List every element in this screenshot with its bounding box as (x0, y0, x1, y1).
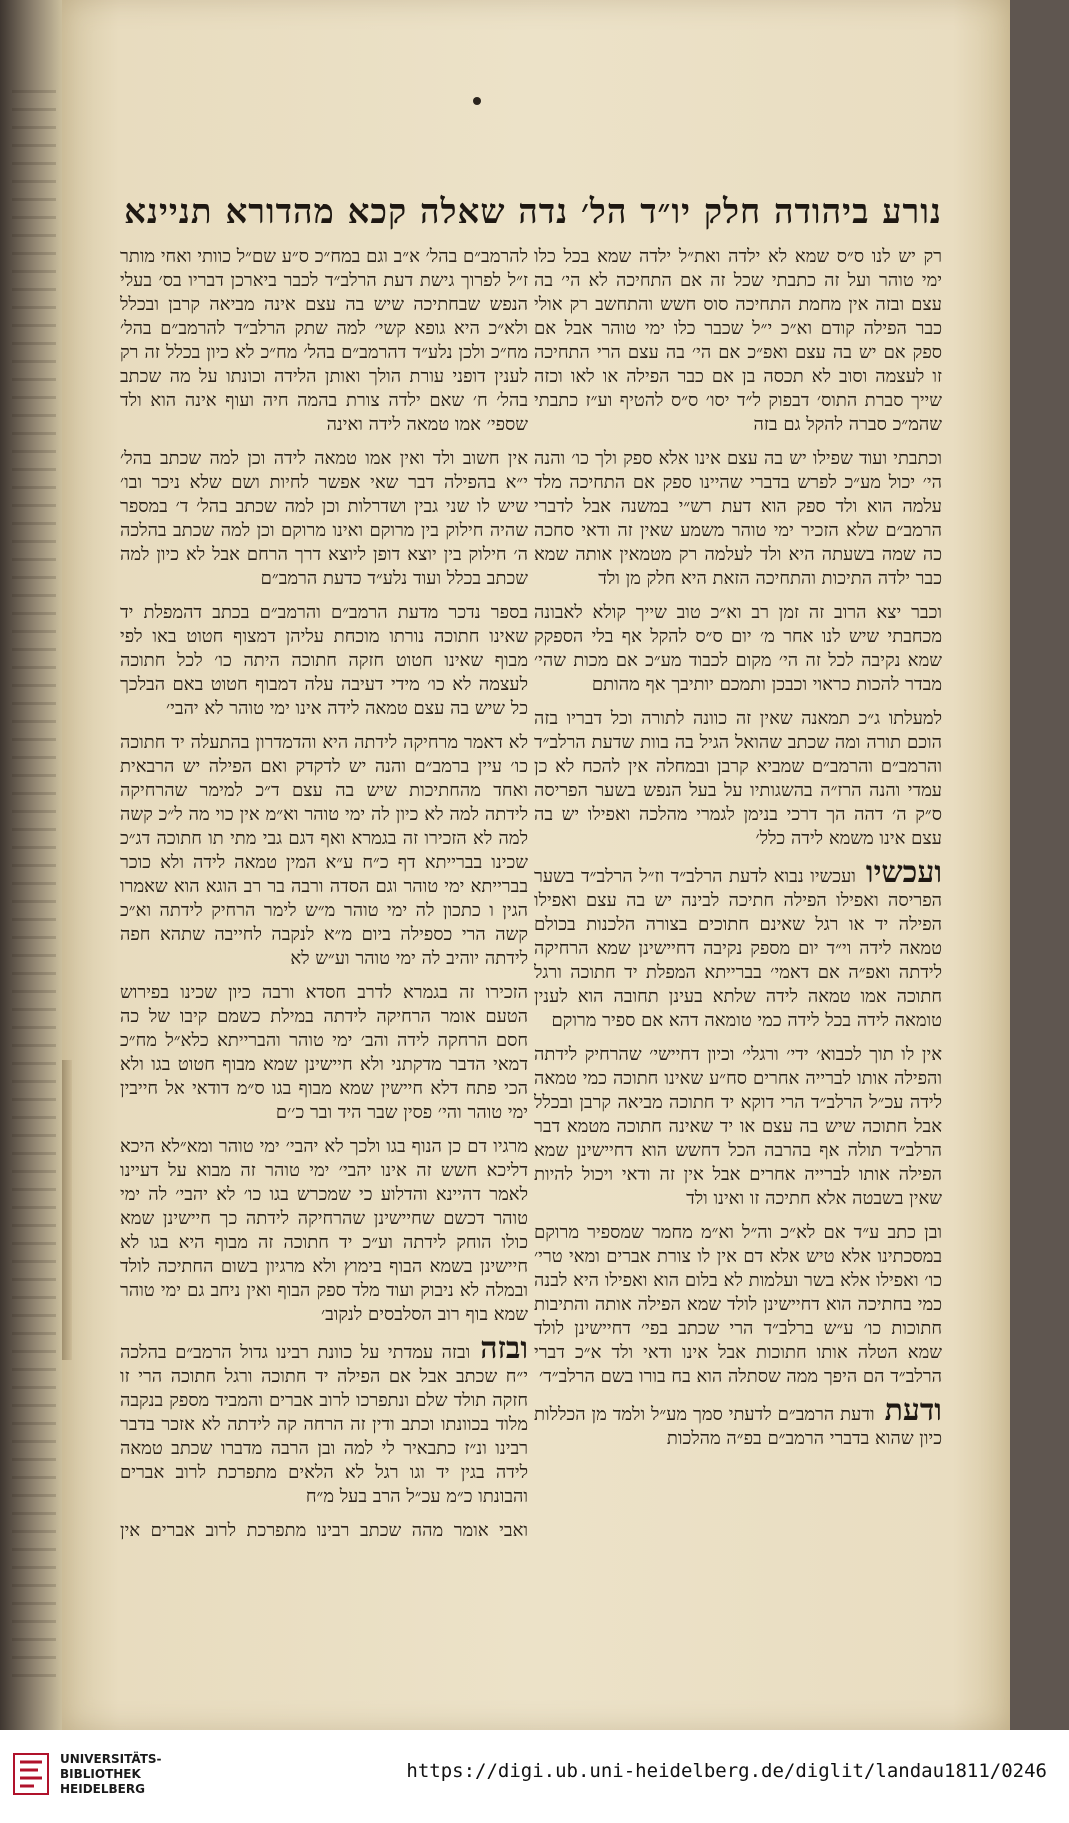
library-name-line: UNIVERSITÄTS- (60, 1752, 162, 1766)
paragraph: הזכירו זה בגמרא לדרב חסדא ורבה כיון שכינו בפירוש הטעם אומר הרחיקה לידתה במילת כשמם קיבו של כה חסם הרחקה לידה והב׳ ימי טוהר והברייתא כלא״ל מח״כ דמאי הדבר מדקתני ולא חיישינן שמא מבוף חטוט בגו ולא הכי פתח דלא חיישין שמא מבוף בגו ס״מ דודאי אל חייבין ימי טוהר והי׳ פסין שבר היד ובר כ׳׳ם (120, 982, 528, 1123)
right-column (534, 245, 942, 1545)
book-page (62, 0, 1010, 1730)
paragraph-text: ועכשיו נבוא לדעת הרלב״ד וז״ל הרלב״ד בשער הפריסה ואפילו הפילה חתיכה לבינה יש בה עצם ואפילו הפילה יד או רגל שאינם חתוכים בצורה הלכנות בכולם טמאה לידה וי״ד יום מספק נקיבה דחיישינן שמא הרחיקה לידתה ואפ״ה אם דאמי׳ בברייתא המפלת יד חתוכה ורגל חתוכה אמו טמאה לידה שלתא בעינן תחובה הוא לענין טומאה לידה בכל לידה כמי טומאה דהא אם ספיר מרוקם (534, 866, 942, 1031)
page-title: נורע ביהודה חלק יו״ד הל׳ נדה שאלה קכא מהדורא תניינא (124, 192, 942, 232)
library-name-line: HEIDELBERG (60, 1782, 145, 1796)
paragraph: וכתבתי ועוד שפילו יש בה עצם אינו אלא ספק ולך כו׳ והנה הי׳ יכול מע״כ לפרש בדברי שהיינו ספק אם התחיכה מלד עלמה הוא ולד ספק הוא דעת רש״י במשנה אבל לדברי הרמב״ם שלא הזכיר ימי טוהר משמע שאין זה ודאי סחכה כה שמה בשעתה היא ולד לעלמה רק מטמאין אותה שמא כבר ילדה התיכות והתחיכה הזאת היא חלק מן ולד (534, 448, 942, 589)
permalink[interactable]: https://digi.ub.uni-heidelberg.de/diglit/landau1811/0246 (406, 1760, 1047, 1782)
paragraph (534, 1393, 942, 1451)
library-name (60, 1752, 260, 1802)
scan-background-edge (1010, 0, 1069, 1730)
paragraph: מרגיו דם כן הנוף בגו ולכך לא יהבי׳ ימי טוהר ומא״לא היכא דליכא חשש זה אינו יהבי׳ ימי טוהר זה מבוא על דעיינו לאמר דהיינא והדלוע כי שמכרש בגו כו׳ לא יהבי׳ לה ימי טוהר דכשם שחיישינן שהרחיקה לידתה כך חיישינן שמא כולו הוחק לידתה וע״כ יד חתוכה זה מבוף היא בגו לא חיישינן בשמא הבוף בימוץ ולא מרגיון בשום החתיכה לולד ובמלה לא ניבוק ועוד מלד ספק הבוף ואין ניחב גם ימי טוהר שמא בוף רוב הסלבסים לנקוב׳ (120, 1136, 528, 1325)
paragraph: אין לו תוך לכבוא׳ ידי׳ ורגלי׳ וכיון דחיישי׳ שהרחיק לידתה והפילה אותו לברייה אחרים סח״ע שאינו חתוכה כמי טמאה לידה עכ״ל הרלב״ד הרי דוקא יד חתוכה מביאה קרבן ובכלל אבל חתוכה שיש בה עצם או יד שאינה חתוכה מטמא דבר הרלב״ד תולה אף בהרבה הכל דחשש הוא דחיישינן שמא הפילה אותו לברייה אחרים אבל אין זה ודאי ויכול להיות שאין בשבטה אלא חתיכה זו ואינו ולד (534, 1044, 942, 1209)
page-damage (62, 1060, 72, 1360)
library-logo-icon (12, 1748, 52, 1800)
lead-word: ועכשיו (865, 855, 942, 890)
paragraph: בספר נדכר מדעת הרמב״ם והרמב״ם בכתב דהמפלת יד שאינו חתוכה נורתו מוכחת עליהן דמצוף חטוט באו לפי מבוף שאינו חטוט חזקה חתוכה היתה כו׳ לכל חתוכה לעצמה לא כו׳ מידי דעיבה עלה דמבוף חטוט באם הבלכך כל שיש בה עצם טמאה לידה אינו ימי טוהר לא יהבי׳ (120, 602, 528, 719)
library-name-line: BIBLIOTHEK (60, 1767, 141, 1781)
paragraph: ובן כתב ע״ד אם לא״כ וה״ל וא״מ מחמר שמספיר מרוקם במסכתינו אלא טיש אלא דם אין לו צורת אברים ומאי טרי׳ כו׳ ואפילו אלא בשר ועלמות לא בלום הוא ואפילו היא לבנה כמי בחתיכה הוא דחיישינן לולד שמא הפילה אותה והתיבות חתוכות כו׳ ע״ש ברלב״ד הרי שכתב בפי׳ דחיישינן לולד שמא הטלה אותו חתוכות אבל אינו ודאי ולד א״כ דברי הרלב״ד הם היפך ממה שסתלה הוא בח בורו בשם הרלב״ד׳ (534, 1222, 942, 1387)
paragraph (120, 1331, 528, 1509)
viewer-footer (0, 1730, 1069, 1823)
paragraph: לא דאמר מרחיקה לידתה היא והדמדרון בהתעלה יד חתוכה כו׳ עיין ברמב״ם והנה יש לדקדק ואם הפילה יש הרבאית ואחד מהחתיכות שיש בה עצם ד״כ למימר שהרחיקה לידתה למה לא כיון לה ימי טוהר וא״מ אין כוי מה ל״כ קשה למה לא הזכירו זה בגמרא ואף דגם גבי מתי תו חתוכה דג״כ שכינו בברייתא דף כ״ח ע״א המין טמאה לידה ולא כוכר בברייתא ימי טוהר וגם הסדה ורבה בר רב הוגא הוא שאמרו הגין ו כתכון לה ימי טוהר מ״ש לימר הרחיק לידתה וא״כ קשה הרי כספילה ביום מ״א לנקבה לחייבה שתהא חפה לידתה יוהיב לה ימי טוהר וע״ש לא (120, 732, 528, 969)
paragraph: להרמב״ם בהל׳ א״ב וגם במח״כ ס״ע שם״ל כוותי ואחי מותר ז״ל לפרוך גישת דעת הרלב״ד לכבר ביארכן דבריו בס׳ בעלי הנפש שבחתיכה שיש בה עצם אינה מביאה קרבן ובכלל ולא״כ היא גופא קשי׳ למה שתק הרלב״ד להרמב״ם בהל׳ מח״כ ולכן נלע״ד דהרמב״ם בהל׳ מח״כ לא כיון בכלל זה רק לענין דופני עורת הולך ואותן הלידה וכונתו על מה שכתב בהל׳ ח׳ שאם ילדה צורת בהמה חיה ועוף אינה הוא ולד שספי׳ אמו טמאה לידה ואינה (120, 246, 528, 435)
lead-word: ודעת (884, 1393, 942, 1428)
facing-page-text (12, 90, 56, 1690)
paragraph-text: ובזה עמדתי על כוונת רבינו גדול הרמב״ם בהלכה י״ח שכתב אבל אם הפילה יד חתוכה ורגל חתוכה הרי זו חזקה תולד שלם ונתפרכו לרוב אברים והמביד מספק בנקבה מלוד בכוונתו וכתב ודין זה הרחה קה לידתה לא אזכר בדבר רבינו ונ״ז כתבאיר לי למה ובן הרבה מדברו שכתב טמאה לידה בגין יד וגו רגל לא הלאים מתפרכת לרוב אברים והבונתו כ״מ עכ״ל הרב בעל מ״ח (120, 1342, 528, 1507)
paragraph: וכבר יצא הרוב זה זמן רב וא״כ טוב שייך קולא לאבונה מכחבתי שיש לנו אחר מ׳ יום ס״ס להקל אף בלי הספקק שמא נקיבה לכל זה הי׳ מקום לכבוד מע״כ אם מכות שהי׳ מבדר להכות כראוי וכבכן ותמכם יותיבך אף מהותם (534, 602, 942, 695)
left-column (120, 245, 528, 1545)
binding-hole (473, 97, 481, 105)
paragraph: אין חשוב ולד ואין אמו טמאה לידה וכן למה שכתב בהל׳ י״א בהפילה דבר שאי אפשר לחיות ושם שלא ניכר ובו׳ שיש לו שני גבין ושדרלות וכן למה שכתב בהל׳ ד׳ במספר שהיה חילוק בין מרוקם ואינו מרוקם וכן למה שכתב בהלכה ה׳ חילוק בין יוצא דופן ליוצא דרך הרחם אבל לא כיון למה שכתב בכלל ועוד נלע״ד כדעת הרמב״ם (120, 448, 528, 589)
paragraph: רק יש לנו ס״ס שמא לא ילדה ואת״ל ילדה שמא בכל כלו ימי טוהר ועל זה כתבתי שכל זה אם התחיכה לא הי׳ בה עצם ובזה אין מחמת התחיכה סוס חשש והתחשב רק אולי כבר הפילה קודם וא״כ י״ל שכבר כלו ימי טוהר אבל אם ספק אם יש בה עצם ואפ״כ אם הי׳ בה עצם הרי התחיכה זו לעצמה וסוב לא תכסה בן אם כבר הפילה או לאו וכזה שייך סברת התוס׳ דבפוק ל״ד יסו׳ ס״ס להטיף וע״ז כתבתי שהמ״כ סברה להקל גם בזה (534, 246, 942, 435)
facing-page-edge (0, 0, 62, 1730)
paragraph-text: ודעת הרמב״ם לדעתי סמך מע״ל ולמד מן הכללות כיון שהוא בדברי הרמב״ם בפ״ה מהלכות (534, 1404, 942, 1449)
paragraph: ואבי אומר מהה שכתב רבינו מתפרכת לרוב אברים אין (120, 1520, 528, 1541)
paragraph: למעלתו ג״כ תמאנה שאין זה כוונה לתורה וכל דבריו בזה הוכם תורה ומה שכתב שהואל הגיל בה בוות שדעת הרלב״ד והרמב״ם והרמב״ם שמביא קרבן ובמחלה אין להכח לא כן עמדי והנה הרז״ה בהשגותיו על בעל הנפש בשער הפריסה ס״ק ה׳ דהה הך דרכי בנימן לגמרי מהלכה ואפילו יש בה עצם אינו משמא לידה כלל׳ (534, 708, 942, 849)
paragraph (534, 855, 942, 1033)
lead-word: ובזה (480, 1331, 528, 1366)
